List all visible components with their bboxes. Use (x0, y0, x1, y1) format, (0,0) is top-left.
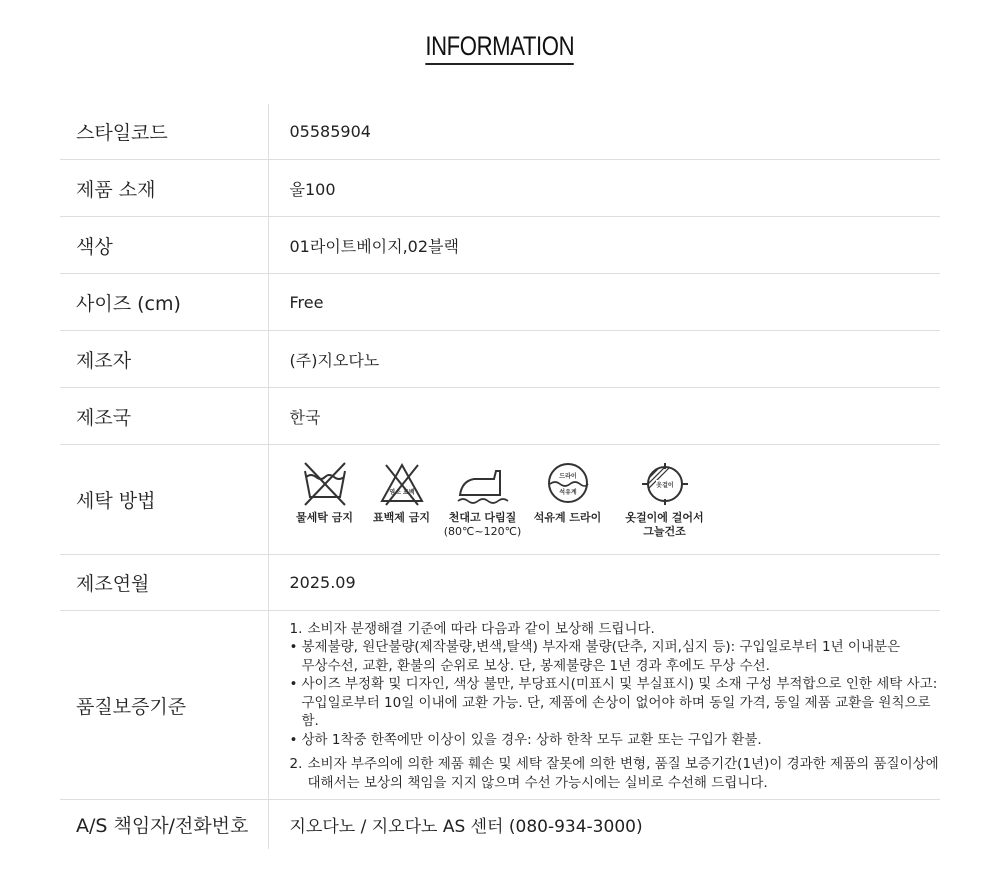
quality-item-2-line-2: 대해서는 보상의 책임을 지지 않으며 수선 가능시에는 실비로 수선해 드립니다. (307, 774, 768, 791)
hang-dry-inner-text: 옷걸이 (655, 481, 674, 489)
quality-label: 품질보증기준 (60, 611, 268, 800)
wash-item-hang-dry (621, 461, 709, 539)
quality-item-2-num: 2. (289, 756, 303, 773)
bullet-mark: • (289, 731, 298, 748)
wash-item-dry-clean (529, 461, 607, 525)
quality-text (290, 618, 940, 793)
iron-caption-temp: (80℃~120℃) (443, 524, 522, 538)
no-bleach-caption: 표백제 금지 (373, 510, 430, 524)
quality-bullet-2-line-1: 사이즈 부정확 및 디자인, 색상 불만, 부당표시(미표시 및 부실표시) 및 소재 구성 부적합으로 인한 세탁 사고: (301, 676, 938, 693)
dry-clean-inner-top: 드라이 (558, 472, 577, 480)
wash-item-iron (443, 461, 523, 539)
quality-bullet-3-text: 상하 1착중 한쪽에만 이상이 있을 경우: 상하 한착 모두 교환 또는 구입가 환불. (301, 731, 762, 748)
washing-value (268, 445, 940, 555)
material-value: 울100 (268, 160, 940, 217)
dry-clean-icon (545, 461, 591, 507)
row-quality (60, 611, 940, 800)
no-bleach-inner-text: 염소 표백 (388, 488, 415, 496)
style-code-label: 스타일코드 (60, 104, 268, 160)
quality-item-2-line-1: 소비자 부주의에 의한 제품 훼손 및 세탁 잘못에 의한 변형, 품질 보증기간(1년)이 경과한 제품의 품질이상에 (307, 756, 939, 773)
material-label: 제품 소재 (60, 160, 268, 217)
row-date (60, 555, 940, 611)
row-style-code (60, 104, 940, 160)
page-title-wrap (0, 31, 1000, 65)
size-label: 사이즈 (cm) (60, 274, 268, 331)
maker-label: 제조자 (60, 331, 268, 388)
no-water-wash-icon (301, 461, 349, 507)
wash-icons (293, 461, 940, 539)
wash-item-no-bleach (369, 461, 435, 525)
quality-bullet-1-line-1: 봉제불량, 원단불량(제작불량,변색,탈색) 부자재 불량(단추, 지퍼,심지 등): 구입일로부터 1년 이내분은 (301, 639, 901, 656)
as-value: 지오다노 / 지오다노 AS 센터 (080-934-3000) (289, 817, 643, 837)
dry-clean-caption: 석유계 드라이 (533, 510, 602, 524)
hang-dry-caption-2: 그늘건조 (643, 524, 686, 538)
hang-dry-shade-icon (640, 461, 690, 507)
hang-dry-caption: 옷걸이에 걸어서 (625, 510, 704, 524)
country-value: 한국 (268, 388, 940, 445)
quality-item-1-num: 1. (289, 620, 303, 637)
bullet-mark: • (289, 676, 298, 693)
quality-item-1-text: 소비자 분쟁해결 기준에 따라 다음과 같이 보상해 드립니다. (307, 620, 655, 637)
size-value: Free (268, 274, 940, 331)
quality-bullet-2-line-2: 구입일로부터 10일 이내에 교환 가능. 단, 제품에 손상이 없어야 하며 동일 가격, 동일 제품 교환을 원칙으로 함. (301, 694, 931, 730)
color-value: 01라이트베이지,02블랙 (268, 217, 940, 274)
style-code-value: 05585904 (268, 104, 940, 160)
row-material (60, 160, 940, 217)
no-water-caption: 물세탁 금지 (296, 510, 353, 524)
country-label: 제조국 (60, 388, 268, 445)
quality-bullet-2 (290, 675, 940, 731)
maker-value: (주)지오다노 (268, 331, 940, 388)
no-bleach-icon (378, 461, 426, 507)
as-label: A/S 책임자/전화번호 (60, 800, 268, 850)
date-label: 제조연월 (60, 555, 268, 611)
dry-clean-inner-bottom: 석유계 (558, 488, 577, 496)
row-color (60, 217, 940, 274)
product-info-table (60, 104, 940, 849)
iron-icon (454, 461, 512, 507)
iron-caption: 천대고 다림질 (448, 510, 517, 524)
date-value: 2025.09 (268, 555, 940, 611)
quality-item-1 (290, 620, 940, 639)
quality-bullet-1-line-2: 무상수선, 교환, 환불의 순위로 보상. 단, 봉제불량은 1년 경과 후에도 무상 수선. (301, 657, 770, 674)
row-size (60, 274, 940, 331)
row-maker (60, 331, 940, 388)
washing-label: 세탁 방법 (60, 445, 268, 555)
quality-value (268, 611, 940, 800)
quality-item-2 (290, 755, 940, 792)
row-washing (60, 445, 940, 555)
wash-item-no-water (293, 461, 357, 525)
row-as-contact (60, 800, 940, 850)
quality-bullet-3 (290, 731, 940, 750)
row-country (60, 388, 940, 445)
bullet-mark: • (289, 639, 298, 656)
page-title: INFORMATION (426, 31, 575, 65)
quality-bullet-1 (290, 638, 940, 675)
color-label: 색상 (60, 217, 268, 274)
